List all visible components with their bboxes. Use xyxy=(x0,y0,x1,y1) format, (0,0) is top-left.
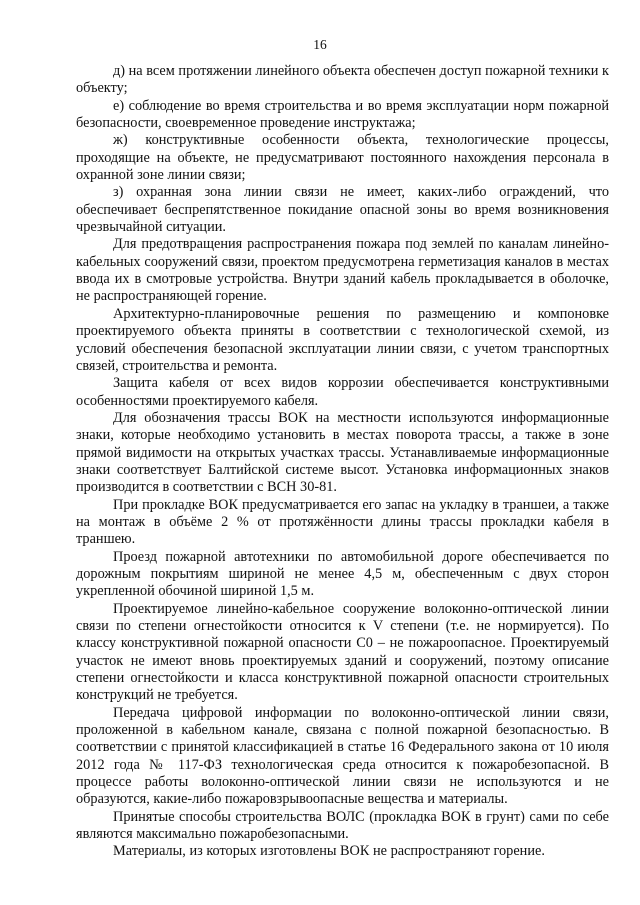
paragraph-materials: Материалы, из которых изготовлены ВОК не распространяют горение. xyxy=(113,843,545,860)
paragraph-fire-resistance: Проектируемое линейно-кабельное сооружение волоконно-оптической линии связи по степени огнестойкости относится к V степени (т.е. не нормируется). По классу конструктивной пожарной опасности С0 – не пожароопасное. Проектируемый участок не имеют вновь проектируемых зданий и сооружений, поэтому описание степени огнестойкости и класса конструктивной пожарной опасности строительных конструкций не требуется. xyxy=(76,600,609,704)
document-body xyxy=(76,63,609,861)
page-number: 16 xyxy=(313,37,327,52)
paragraph-route-signs: Для обозначения трассы ВОК на местности используются информационные знаки, которые необходимо установить в местах поворота трассы, а также в зоне прямой видимости на открытых участках трассы. Устанавливаемые информационные знаки соответствует Балтийской системе высот. Установка информационных знаков производится в соответствии с ВСН 30-81. xyxy=(76,409,609,496)
paragraph-architecture: Архитектурно-планировочные решения по размещению и компоновке проектируемого объекта приняты в соответствии с технологической схемой, из условий обеспечения безопасной эксплуатации линии связи, с учетом транспортных связей, строительства и ремонта. xyxy=(76,305,609,374)
paragraph-data-transmission: Передача цифровой информации по волоконно-оптической линии связи, проложенной в кабельном канале, связана с полной пожарной безопасностью. В соответствии с принятой классификацией в статье 16 Федерального закона от 10 июля 2012 года № 117-ФЗ технологическая среда относится к пожаробезопасной. В процессе работы волоконно-оптической линии связи не используются и не образуются, какие-либо пожаровзрывоопасные вещества и материалы. xyxy=(76,704,609,808)
paragraph-construction-methods: Принятые способы строительства ВОЛС (прокладка ВОК в грунт) сами по себе являются максимально пожаробезопасными. xyxy=(76,808,609,843)
paragraph-item-e: е) соблюдение во время строительства и во время эксплуатации норм пожарной безопасности, своевременное проведение инструктажа; xyxy=(76,97,609,132)
paragraph-fire-access: Проезд пожарной автотехники по автомобильной дороге обеспечивается по дорожным покрытиям шириной не менее 4,5 м, обеспеченным с двух сторон укрепленной обочиной шириной 1,5 м. xyxy=(76,548,609,600)
paragraph-item-d: д) на всем протяжении линейного объекта обеспечен доступ пожарной техники к объекту; xyxy=(76,63,609,97)
paragraph-fire-prevention: Для предотвращения распространения пожара под землей по каналам линейно-кабельных сооружений связи, проектом предусмотрена герметизация каналов в местах ввода их в смотровые устройства. Внутри зданий кабель прокладывается в оболочке, не распространяющей горение. xyxy=(76,236,609,305)
paragraph-cable-reserve: При прокладке ВОК предусматривается его запас на укладку в траншеи, а также на монтаж в объёме 2 % от протяжённости длины трассы прокладки кабеля в траншею. xyxy=(76,496,609,548)
paragraph-corrosion: Защита кабеля от всех видов коррозии обеспечивается конструктивными особенностями проектируемого кабеля. xyxy=(76,375,609,409)
paragraph-item-zh: ж) конструктивные особенности объекта, технологические процессы, проходящие на объекте, не предусматривают постоянного нахождения персонала в охранной зоне линии связи; xyxy=(76,132,609,184)
paragraph-item-z: з) охранная зона линии связи не имеет, каких-либо ограждений, что обеспечивает беспрепятственное покидание опасной зоны во время возникновения чрезвычайной ситуации. xyxy=(76,184,609,236)
